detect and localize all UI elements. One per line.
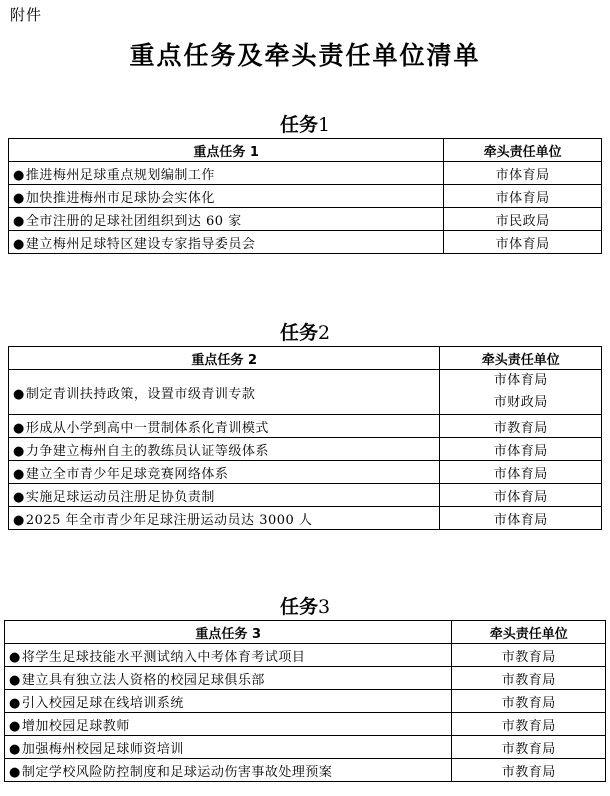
task-cell: ●制定学校风险防控制度和足球运动伤害事故处理预案 — [5, 759, 452, 782]
unit-cell: 市体育局 — [444, 162, 602, 185]
column-header-unit: 牵头责任单位 — [452, 621, 606, 644]
column-header-unit: 牵头责任单位 — [444, 139, 602, 162]
table-row — [9, 415, 602, 438]
attachment-label: 附件 — [10, 6, 43, 24]
task-cell: ●实施足球运动员注册足协负责制 — [9, 484, 440, 507]
table-row — [9, 484, 602, 507]
table-row — [5, 690, 606, 713]
column-header-task: 重点任务 3 — [5, 621, 452, 644]
unit-cell: 市教育局 — [452, 736, 606, 759]
table-header — [5, 621, 606, 644]
section-1-heading: 任务1 — [279, 114, 331, 136]
unit-cell: 市体育局 — [440, 438, 602, 461]
task-cell: ●加强梅州校园足球师资培训 — [5, 736, 452, 759]
table-row — [9, 208, 602, 231]
task-cell: ●形成从小学到高中一贯制体系化青训模式 — [9, 415, 440, 438]
section-3-table — [4, 620, 606, 782]
task-cell: ●建立梅州足球特区建设专家指导委员会 — [9, 231, 444, 254]
task-cell: ●2025 年全市青少年足球注册运动员达 3000 人 — [9, 507, 440, 530]
unit-cell: 市体育局 — [440, 484, 602, 507]
bullet-icon: ● — [13, 213, 25, 229]
unit-cell: 市体育局 — [440, 507, 602, 530]
unit-cell: 市体育局 — [440, 461, 602, 484]
task-cell: ●推进梅州足球重点规划编制工作 — [9, 162, 444, 185]
bullet-icon: ● — [9, 718, 21, 734]
column-header-unit: 牵头责任单位 — [440, 347, 602, 370]
bullet-icon: ● — [13, 489, 25, 505]
table-header — [9, 347, 602, 370]
column-header-task: 重点任务 2 — [9, 347, 440, 370]
unit-cell: 市教育局 — [440, 415, 602, 438]
bullet-icon: ● — [9, 672, 21, 688]
table-row — [9, 370, 602, 415]
table-row — [5, 667, 606, 690]
unit-cell: 市教育局 — [452, 759, 606, 782]
table-row — [5, 644, 606, 667]
section-3-heading: 任务3 — [279, 596, 331, 618]
table-header — [9, 139, 602, 162]
bullet-icon: ● — [13, 443, 25, 459]
bullet-icon: ● — [13, 420, 25, 436]
table-row — [5, 759, 606, 782]
unit-line: 市财政局 — [493, 395, 548, 410]
bullet-icon: ● — [13, 236, 25, 252]
task-cell: ●建立具有独立法人资格的校园足球俱乐部 — [5, 667, 452, 690]
bullet-icon: ● — [9, 649, 21, 665]
table-row — [9, 438, 602, 461]
bullet-icon: ● — [9, 741, 21, 757]
bullet-icon: ● — [13, 386, 25, 402]
bullet-icon: ● — [9, 764, 21, 780]
unit-cell: 市体育局 — [444, 185, 602, 208]
bullet-icon: ● — [13, 190, 25, 206]
unit-cell: 市体育局 — [444, 231, 602, 254]
table-row — [5, 736, 606, 759]
section-1-table — [8, 138, 602, 254]
bullet-icon: ● — [9, 695, 21, 711]
table-row — [9, 461, 602, 484]
document-title: 重点任务及牵头责任单位清单 — [129, 41, 481, 70]
unit-cell: 市民政局 — [444, 208, 602, 231]
unit-cell: 市教育局 — [452, 667, 606, 690]
task-cell: ●加快推进梅州市足球协会实体化 — [9, 185, 444, 208]
unit-cell — [440, 370, 602, 415]
bullet-icon: ● — [13, 466, 25, 482]
task-cell: ●引入校园足球在线培训系统 — [5, 690, 452, 713]
unit-cell: 市教育局 — [452, 713, 606, 736]
task-cell: ●制定青训扶持政策，设置市级青训专款 — [9, 370, 440, 415]
table-row — [9, 185, 602, 208]
section-2-heading: 任务2 — [279, 322, 331, 344]
unit-cell: 市教育局 — [452, 690, 606, 713]
table-row — [9, 162, 602, 185]
table-row — [9, 231, 602, 254]
task-cell: ●全市注册的足球社团组织到达 60 家 — [9, 208, 444, 231]
table-row — [9, 507, 602, 530]
task-cell: ●将学生足球技能水平测试纳入中考体育考试项目 — [5, 644, 452, 667]
unit-cell: 市教育局 — [452, 644, 606, 667]
column-header-task: 重点任务 1 — [9, 139, 444, 162]
section-2-table — [8, 346, 602, 530]
table-row — [5, 713, 606, 736]
bullet-icon: ● — [13, 512, 25, 528]
unit-line: 市体育局 — [493, 373, 548, 388]
task-cell: ●建立全市青少年足球竞赛网络体系 — [9, 461, 440, 484]
bullet-icon: ● — [13, 167, 25, 183]
task-cell: ●力争建立梅州自主的教练员认证等级体系 — [9, 438, 440, 461]
task-cell: ●增加校园足球教师 — [5, 713, 452, 736]
